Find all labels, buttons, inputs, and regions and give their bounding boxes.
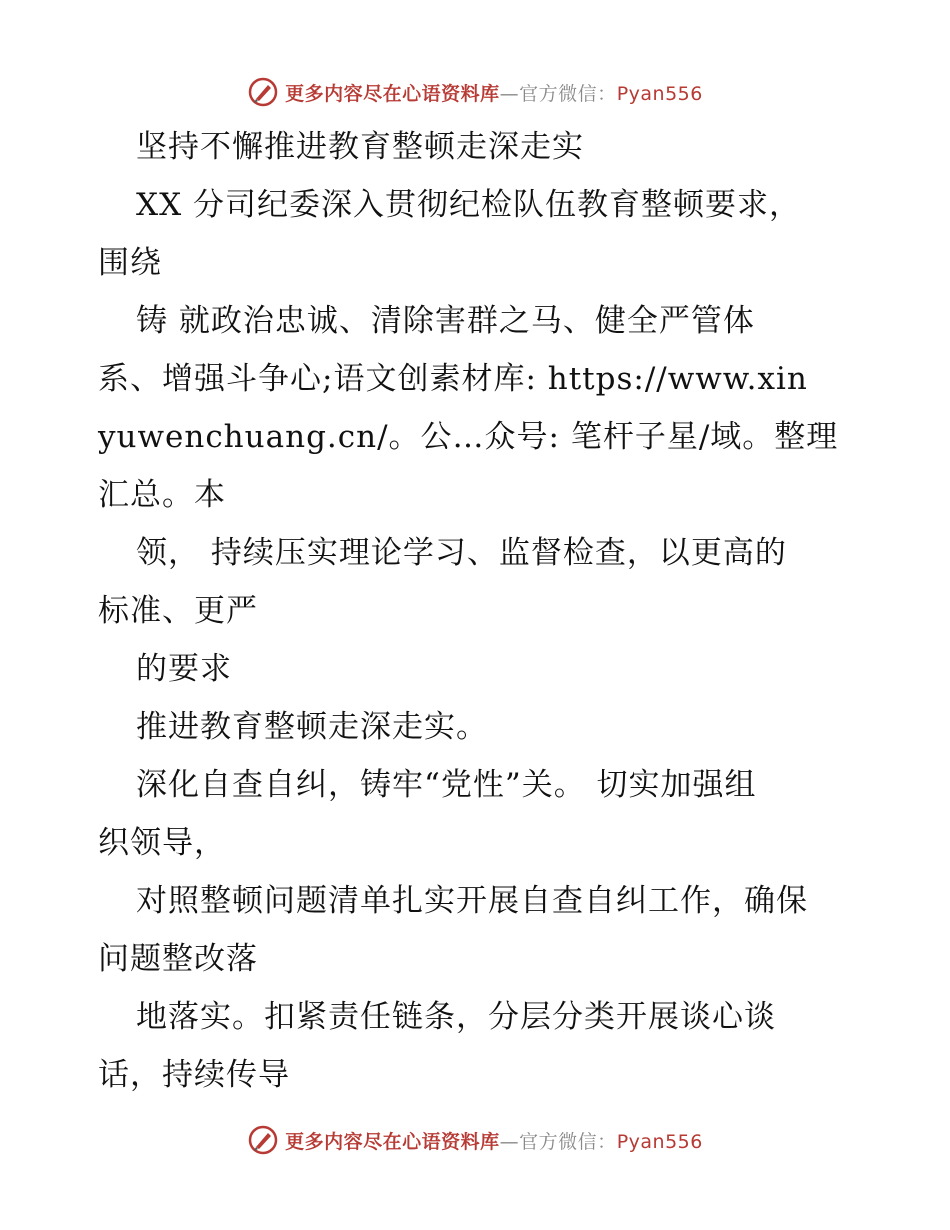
footer-banner	[0, 1120, 950, 1160]
paragraph-line: 标准、更严	[98, 593, 258, 629]
pen-logo-icon	[247, 1124, 279, 1156]
header-banner	[0, 72, 950, 112]
footer-banner-wechat-id: Pyan556	[616, 1130, 703, 1153]
paragraph-line: 话，持续传导	[98, 1057, 290, 1093]
paragraph-line: 的要求	[136, 651, 232, 687]
paragraph-line: 问题整改落	[98, 941, 258, 977]
document-body	[98, 118, 858, 1104]
pen-logo-icon	[247, 76, 279, 108]
paragraph-line: 地落实。扣紧责任链条，分层分类开展谈心谈	[136, 999, 776, 1035]
footer-banner-title: 更多内容尽在心语资料库	[285, 1130, 500, 1153]
paragraph-line: 对照整顿问题清单扎实开展自查自纠工作，确保	[136, 883, 808, 919]
paragraph-line: 领， 持续压实理论学习、监督检查，以更高的	[136, 535, 787, 571]
header-banner-wechat-label: —官方微信：	[499, 82, 617, 105]
paragraph-line: 汇总。本	[98, 477, 226, 513]
footer-banner-wechat-label: —官方微信：	[499, 1130, 617, 1153]
paragraph-line: 织领导，	[98, 825, 226, 861]
doc-title: 坚持不懈推进教育整顿走深走实	[136, 129, 584, 165]
footer-banner-text	[285, 1127, 703, 1154]
header-banner-text	[285, 79, 703, 106]
paragraph-line: 推进教育整顿走深走实。	[136, 709, 488, 745]
header-banner-title: 更多内容尽在心语资料库	[285, 82, 500, 105]
paragraph-line: XX 分司纪委深入贯彻纪检队伍教育整顿要求，	[136, 187, 801, 223]
paragraph-line: 系、增强斗争心;语文创素材库: https://www.xin	[98, 361, 808, 397]
header-banner-wechat-id: Pyan556	[616, 82, 703, 105]
paragraph-line: 围绕	[98, 245, 162, 281]
paragraph-line: 深化自查自纠，铸牢“党性”关。 切实加强组	[136, 767, 757, 803]
paragraph-line: yuwenchuang.cn/。公…众号: 笔杆子星/域。整理	[98, 419, 839, 455]
paragraph-line: 铸 就政治忠诚、清除害群之马、健全严管体	[136, 303, 755, 339]
